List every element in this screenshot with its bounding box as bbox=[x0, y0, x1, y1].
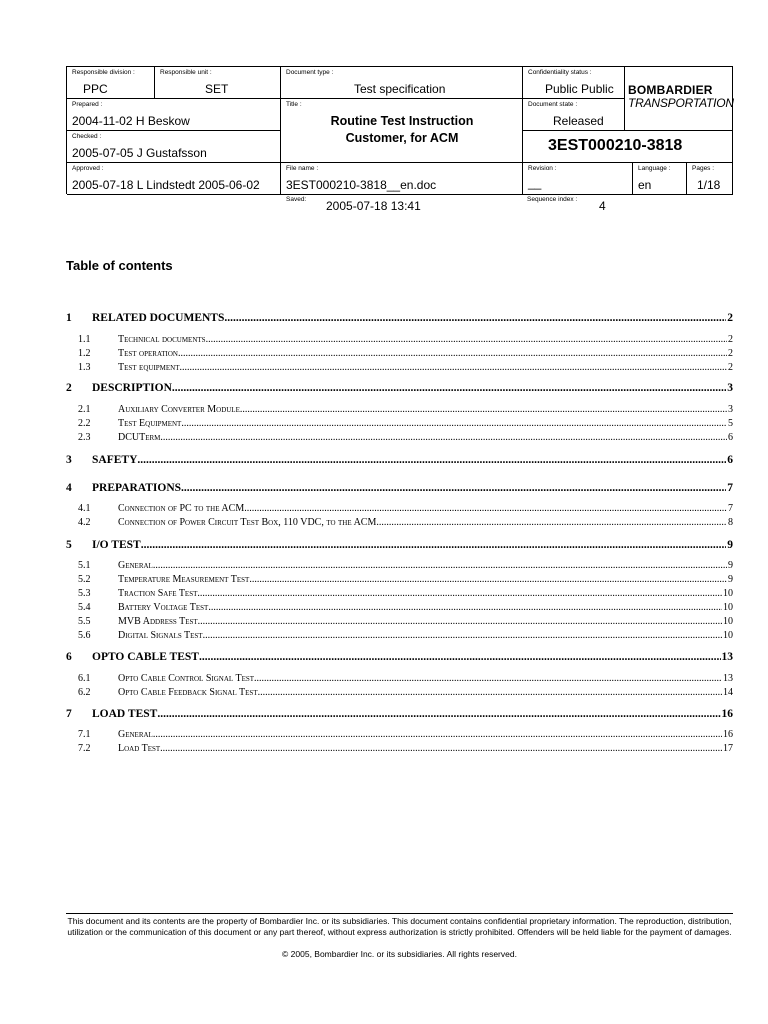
toc-title: Table of contents bbox=[66, 258, 173, 273]
toc-leader-dots bbox=[160, 742, 722, 755]
toc-entry-page: 13 bbox=[721, 651, 733, 663]
toc-entry[interactable] bbox=[66, 728, 733, 741]
document-number-cell bbox=[523, 131, 733, 163]
toc-entry-page: 6 bbox=[727, 454, 733, 466]
responsible-unit-label: Responsible unit : bbox=[160, 69, 212, 76]
toc-entry[interactable] bbox=[66, 347, 733, 360]
prepared-value: 2004-11-02 H Beskow bbox=[72, 114, 190, 128]
toc-entry-page: 9 bbox=[727, 539, 733, 551]
toc-leader-dots bbox=[157, 707, 720, 721]
toc-entry[interactable] bbox=[66, 361, 733, 374]
toc-entry-number: 7.2 bbox=[78, 743, 91, 754]
toc-entry-page: 16 bbox=[721, 708, 733, 720]
confidentiality-value: Public Public bbox=[545, 82, 614, 96]
toc-entry[interactable] bbox=[66, 650, 733, 664]
toc-entry[interactable] bbox=[66, 453, 733, 467]
toc-entry-number: 5.3 bbox=[78, 588, 91, 599]
toc-entry[interactable] bbox=[66, 573, 733, 586]
checked-label: Checked : bbox=[72, 133, 102, 140]
copyright-notice: © 2005, Bombardier Inc. or its subsidiaries. All rights reserved. bbox=[282, 949, 517, 959]
toc-entry[interactable] bbox=[66, 587, 733, 600]
toc-leader-dots bbox=[181, 481, 726, 495]
toc-entry-number: 4.1 bbox=[78, 503, 91, 514]
toc-entry[interactable] bbox=[66, 311, 733, 325]
toc-entry[interactable] bbox=[66, 333, 733, 346]
toc-entry-number: 1.2 bbox=[78, 348, 91, 359]
toc-leader-dots bbox=[244, 502, 727, 515]
checked-cell bbox=[67, 131, 281, 163]
responsible-division-label: Responsible division : bbox=[72, 69, 135, 76]
pages-label: Pages : bbox=[692, 165, 715, 172]
toc-leader-dots bbox=[203, 629, 722, 642]
toc-leader-dots bbox=[181, 417, 727, 430]
toc-entry-page: 14 bbox=[723, 687, 733, 698]
toc-entry[interactable] bbox=[66, 481, 733, 495]
toc-leader-dots bbox=[198, 615, 722, 628]
sequence-index-label: Sequence index : bbox=[527, 196, 578, 203]
document-state-label: Document state : bbox=[528, 101, 578, 108]
toc-entry-number: 6.2 bbox=[78, 687, 91, 698]
toc-entry-number: 2.2 bbox=[78, 418, 91, 429]
toc-entry-title: Temperature Measurement Test bbox=[118, 574, 250, 585]
confidentiality-label: Confidentiality status : bbox=[528, 69, 592, 76]
prepared-label: Prepared : bbox=[72, 101, 103, 108]
file-name-cell bbox=[281, 163, 523, 195]
toc-entry-title: MVB Address Test bbox=[118, 616, 198, 627]
toc-leader-dots bbox=[224, 311, 726, 325]
toc-entry-number: 6.1 bbox=[78, 673, 91, 684]
toc-entry-page: 13 bbox=[723, 673, 733, 684]
toc-entry-page: 16 bbox=[723, 729, 733, 740]
toc-entry[interactable] bbox=[66, 381, 733, 395]
toc-entry-number: 6 bbox=[66, 651, 72, 663]
toc-entry-number: 5.1 bbox=[78, 560, 91, 571]
revision-cell bbox=[523, 163, 633, 195]
toc-entry[interactable] bbox=[66, 403, 733, 416]
toc-entry-number: 5.4 bbox=[78, 602, 91, 613]
toc-entry-page: 10 bbox=[723, 588, 733, 599]
footer-divider bbox=[66, 913, 733, 914]
toc-entry-page: 10 bbox=[723, 602, 733, 613]
title-line-1: Routine Test Instruction bbox=[330, 114, 474, 128]
toc-entry-page: 10 bbox=[723, 616, 733, 627]
pages-value: 1/18 bbox=[697, 178, 721, 192]
responsible-unit-cell bbox=[155, 67, 281, 99]
responsible-division-cell bbox=[67, 67, 155, 99]
saved-value: 2005-07-18 13:41 bbox=[326, 199, 421, 213]
language-cell bbox=[633, 163, 687, 195]
confidentiality-cell bbox=[523, 67, 625, 99]
toc-entry-title: General bbox=[118, 729, 153, 740]
toc-entry-number: 5 bbox=[66, 539, 72, 551]
toc-entry[interactable] bbox=[66, 431, 733, 444]
toc-entry-title: Traction Safe Test bbox=[118, 588, 198, 599]
toc-entry-page: 7 bbox=[728, 503, 733, 514]
toc-entry-page: 6 bbox=[728, 432, 733, 443]
toc-leader-dots bbox=[172, 381, 726, 395]
pages-cell bbox=[687, 163, 733, 195]
toc-entry[interactable] bbox=[66, 707, 733, 721]
toc-leader-dots bbox=[137, 453, 726, 467]
toc-entry[interactable] bbox=[66, 672, 733, 685]
toc-entry-title: Opto Cable Feedback Signal Test bbox=[118, 687, 258, 698]
toc-entry[interactable] bbox=[66, 417, 733, 430]
toc-entry-page: 5 bbox=[728, 418, 733, 429]
toc-leader-dots bbox=[249, 573, 727, 586]
sequence-index-value: 4 bbox=[599, 199, 606, 213]
responsible-unit-value: SET bbox=[205, 82, 229, 96]
saved-label: Saved: bbox=[286, 196, 307, 203]
toc-entry-number: 5.5 bbox=[78, 616, 91, 627]
confidentiality-notice: This document and its contents are the property of Bombardier Inc. or its subsidiaries. This document contains confidential proprietary information. The reproduction, distribution, utilization or the communication of this document or any part thereof, without express authorization is strictly prohibited. Offenders will be held liable for the payment of damages. bbox=[67, 916, 732, 937]
document-state-value: Released bbox=[553, 114, 604, 128]
toc-entry-number: 1.1 bbox=[78, 334, 91, 345]
toc-leader-dots bbox=[208, 601, 722, 614]
toc-entry-page: 3 bbox=[728, 404, 733, 415]
toc-entry-page: 17 bbox=[723, 743, 733, 754]
toc-entry-title: Connection of PC to the ACM bbox=[118, 503, 245, 514]
toc-entry-title: PREPARATIONS bbox=[92, 482, 182, 494]
brand-line-1: BOMBARDIER bbox=[628, 83, 713, 97]
toc-entry-page: 7 bbox=[727, 482, 733, 494]
approved-cell bbox=[67, 163, 281, 195]
document-state-cell bbox=[523, 99, 625, 131]
toc-entry-title: Battery Voltage Test bbox=[118, 602, 209, 613]
toc-leader-dots bbox=[197, 587, 722, 600]
toc-entry-title: Test operation bbox=[118, 348, 178, 359]
toc-entry[interactable] bbox=[66, 742, 733, 755]
toc-entry-number: 4.2 bbox=[78, 517, 91, 528]
toc-entry-page: 10 bbox=[723, 630, 733, 641]
toc-entry[interactable] bbox=[66, 629, 733, 642]
toc-entry-page: 2 bbox=[728, 362, 733, 373]
brand-line-2: TRANSPORTATION bbox=[628, 96, 734, 110]
toc-entry-number: 3 bbox=[66, 454, 72, 466]
toc-entry-number: 2.3 bbox=[78, 432, 91, 443]
file-name-value: 3EST000210-3818__en.doc bbox=[286, 178, 437, 192]
toc-entry-title: Load Test bbox=[118, 743, 161, 754]
toc-entry-title: Test Equipment bbox=[118, 418, 182, 429]
toc-leader-dots bbox=[254, 672, 722, 685]
toc-entry-page: 9 bbox=[728, 560, 733, 571]
toc-entry-title: Test equipment bbox=[118, 362, 180, 373]
toc-entry-page: 2 bbox=[728, 334, 733, 345]
toc-leader-dots bbox=[376, 516, 727, 529]
document-type-value: Test specification bbox=[354, 82, 446, 96]
toc-entry[interactable] bbox=[66, 516, 733, 529]
document-number: 3EST000210-3818 bbox=[548, 137, 683, 154]
toc-entry[interactable] bbox=[66, 615, 733, 628]
toc-entry-title: Auxiliary Converter Module bbox=[118, 404, 240, 415]
toc-entry[interactable] bbox=[66, 686, 733, 699]
toc-entry-number: 1 bbox=[66, 312, 72, 324]
toc-entry-number: 5.2 bbox=[78, 574, 91, 585]
toc-entry-number: 5.6 bbox=[78, 630, 91, 641]
toc-entry-title: I/O TEST bbox=[92, 539, 141, 551]
toc-entry-page: 3 bbox=[727, 382, 733, 394]
toc-leader-dots bbox=[153, 728, 722, 741]
toc-entry-title: Digital Signals Test bbox=[118, 630, 203, 641]
toc-entry-page: 9 bbox=[728, 574, 733, 585]
toc-leader-dots bbox=[206, 333, 727, 346]
toc-entry-number: 7.1 bbox=[78, 729, 91, 740]
toc-leader-dots bbox=[180, 361, 728, 374]
toc-entry-number: 2 bbox=[66, 382, 72, 394]
toc-entry-title: SAFETY bbox=[92, 454, 138, 466]
prepared-cell bbox=[67, 99, 281, 131]
toc-entry[interactable] bbox=[66, 538, 733, 552]
toc-entry-title: OPTO CABLE TEST bbox=[92, 651, 199, 663]
file-name-label: File name : bbox=[286, 165, 319, 172]
toc-leader-dots bbox=[199, 650, 721, 664]
approved-label: Approved : bbox=[72, 165, 104, 172]
toc-leader-dots bbox=[141, 538, 727, 552]
toc-entry[interactable] bbox=[66, 601, 733, 614]
title-cell bbox=[281, 99, 523, 163]
toc-entry-title: DESCRIPTION bbox=[92, 382, 172, 394]
document-type-cell bbox=[281, 67, 523, 99]
toc-entry[interactable] bbox=[66, 559, 733, 572]
toc-entry-page: 8 bbox=[728, 517, 733, 528]
toc-entry-number: 7 bbox=[66, 708, 72, 720]
bombardier-logo bbox=[628, 84, 734, 110]
toc-entry-title: RELATED DOCUMENTS bbox=[92, 312, 225, 324]
document-type-label: Document type : bbox=[286, 69, 334, 76]
toc-entry-number: 1.3 bbox=[78, 362, 91, 373]
toc-entry-title: Opto Cable Control Signal Test bbox=[118, 673, 255, 684]
approved-value: 2005-07-18 L Lindstedt 2005-06-02 bbox=[72, 178, 260, 192]
toc-entry-number: 4 bbox=[66, 482, 72, 494]
toc-leader-dots bbox=[240, 403, 727, 416]
toc-entry-title: Connection of Power Circuit Test Box, 110 VDC, to the ACM bbox=[118, 517, 377, 528]
toc-leader-dots bbox=[160, 431, 727, 444]
toc-entry[interactable] bbox=[66, 502, 733, 515]
toc-leader-dots bbox=[153, 559, 727, 572]
toc-entry-page: 2 bbox=[728, 348, 733, 359]
revision-value: __ bbox=[528, 176, 542, 190]
toc-leader-dots bbox=[178, 347, 727, 360]
revision-label: Revision : bbox=[528, 165, 557, 172]
title-line-2: Customer, for ACM bbox=[345, 131, 459, 145]
toc-entry-title: General bbox=[118, 560, 153, 571]
responsible-division-value: PPC bbox=[83, 82, 108, 96]
toc-entry-title: LOAD TEST bbox=[92, 708, 158, 720]
language-value: en bbox=[638, 178, 652, 192]
toc-leader-dots bbox=[258, 686, 722, 699]
toc-entry-page: 2 bbox=[727, 312, 733, 324]
language-label: Language : bbox=[638, 165, 671, 172]
title-label: Title : bbox=[286, 101, 302, 108]
checked-value: 2005-07-05 J Gustafsson bbox=[72, 146, 207, 160]
toc-entry-title: DCUTerm bbox=[118, 432, 161, 443]
toc-entry-number: 2.1 bbox=[78, 404, 91, 415]
toc-entry-title: Technical documents bbox=[118, 334, 206, 345]
